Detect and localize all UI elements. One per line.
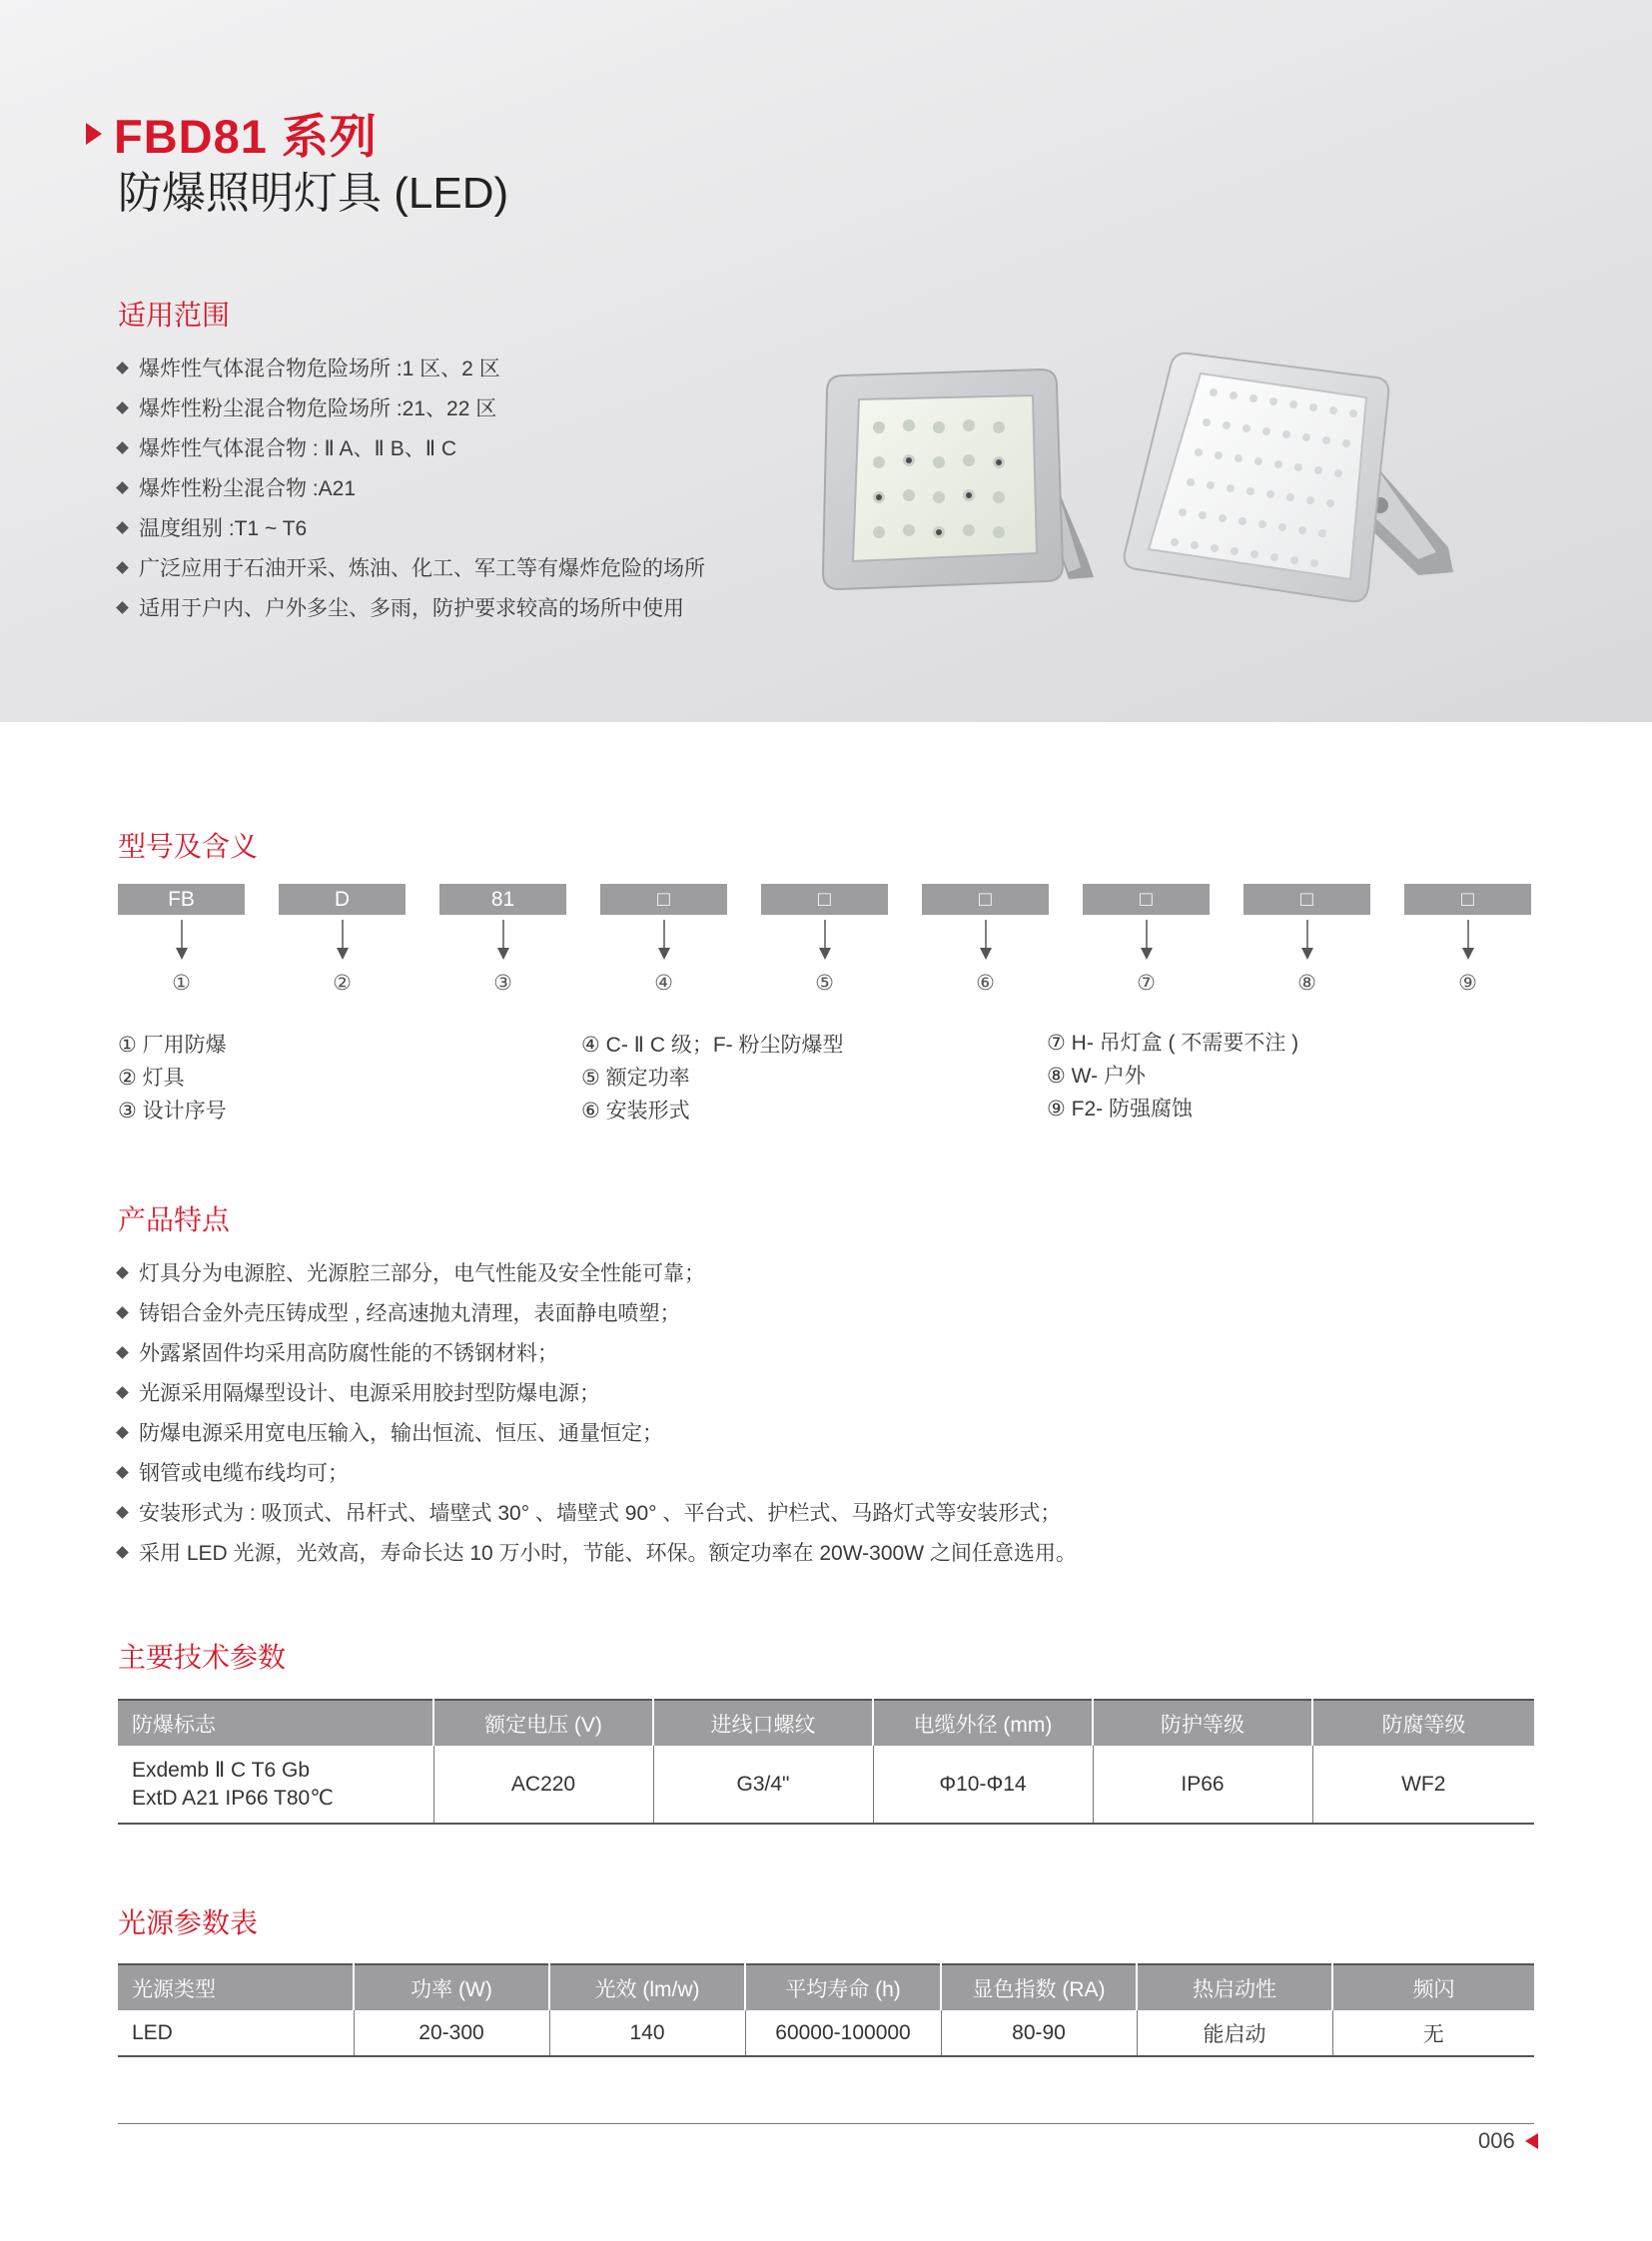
code-box: □ bbox=[922, 884, 1049, 915]
code-box: □ bbox=[600, 884, 727, 915]
code-box: □ bbox=[1243, 884, 1370, 915]
arrow-down-icon bbox=[493, 920, 513, 960]
features-list bbox=[118, 1252, 1077, 1572]
list-item: 防爆电源采用宽电压输入，输出恒流、恒压、通量恒定； bbox=[118, 1412, 1077, 1452]
table-cell: 80-90 bbox=[941, 2010, 1137, 2056]
list-item: 铸铝合金外壳压铸成型 , 经高速抛丸清理，表面静电喷塑； bbox=[118, 1292, 1077, 1332]
list-item: 外露紧固件均采用高防腐性能的不锈钢材料； bbox=[118, 1332, 1077, 1372]
table-cell: G3/4" bbox=[653, 1746, 873, 1824]
column-header: 光源类型 bbox=[118, 1964, 354, 2010]
arrow-down-icon bbox=[1137, 920, 1157, 960]
scope-list bbox=[118, 348, 705, 627]
lamp-image-small bbox=[819, 368, 1099, 599]
code-number: ⑦ bbox=[1137, 972, 1156, 995]
features-heading: 产品特点 bbox=[118, 1204, 231, 1235]
column-header: 进线口螺纹 bbox=[653, 1700, 873, 1746]
red-triangle-left-icon bbox=[1525, 2133, 1538, 2149]
diamond-bullet-icon bbox=[116, 601, 129, 614]
list-item: 温度组别 :T1 ~ T6 bbox=[118, 507, 705, 547]
code-box: FB bbox=[118, 884, 245, 915]
code-number: ② bbox=[333, 972, 352, 995]
table-cell: Exdemb Ⅱ C T6 Gb ExtD A21 IP66 T80℃ bbox=[132, 1758, 334, 1810]
list-item: 爆炸性粉尘混合物危险场所 :21、22 区 bbox=[118, 387, 705, 427]
meaning-item: ② 灯具 bbox=[118, 1067, 185, 1090]
code-number: ⑥ bbox=[976, 972, 995, 995]
diamond-bullet-icon bbox=[116, 1506, 129, 1519]
meaning-item: ⑦ H- 吊灯盒 ( 不需要不注 ) bbox=[1047, 1032, 1299, 1055]
list-item: 爆炸性粉尘混合物 :A21 bbox=[118, 467, 705, 507]
arrow-down-icon bbox=[976, 920, 996, 960]
meaning-item: ④ C- Ⅱ C 级；F- 粉尘防爆型 bbox=[581, 1034, 844, 1057]
diamond-bullet-icon bbox=[116, 401, 129, 414]
column-header: 频闪 bbox=[1332, 1964, 1534, 2010]
column-header: 热启动性 bbox=[1137, 1964, 1332, 2010]
code-number: ① bbox=[172, 972, 191, 995]
table-header-row bbox=[118, 1700, 1534, 1746]
meaning-column-1 bbox=[118, 1029, 227, 1127]
diamond-bullet-icon bbox=[116, 1346, 129, 1359]
list-item: 光源采用隔爆型设计、电源采用胶封型防爆电源； bbox=[118, 1372, 1077, 1412]
page-number: 006 bbox=[1478, 2128, 1538, 2154]
table-cell: 无 bbox=[1332, 2010, 1534, 2056]
table-cell: 60000-100000 bbox=[745, 2010, 941, 2056]
meaning-item: ① 厂用防爆 bbox=[118, 1034, 227, 1057]
code-number: ③ bbox=[493, 972, 512, 995]
list-item: 采用 LED 光源，光效高，寿命长达 10 万小时，节能、环保。额定功率在 20W-300W 之间任意选用。 bbox=[118, 1532, 1077, 1572]
arrow-down-icon bbox=[1297, 920, 1317, 960]
arrow-down-icon bbox=[654, 920, 674, 960]
code-number: ⑤ bbox=[815, 972, 834, 995]
diamond-bullet-icon bbox=[116, 1386, 129, 1399]
diamond-bullet-icon bbox=[116, 521, 129, 534]
list-item: 安装形式为 : 吸顶式、吊杆式、墙壁式 30° 、墙壁式 90° 、平台式、护栏式、马路灯式等安装形式； bbox=[118, 1492, 1077, 1532]
arrow-down-icon bbox=[815, 920, 835, 960]
table-cell: AC220 bbox=[433, 1746, 653, 1824]
meaning-item: ⑧ W- 户外 bbox=[1047, 1065, 1146, 1088]
red-triangle-icon bbox=[86, 123, 102, 145]
list-item: 灯具分为电源腔、光源腔三部分，电气性能及安全性能可靠； bbox=[118, 1252, 1077, 1292]
column-header: 额定电压 (V) bbox=[433, 1700, 653, 1746]
series-title: FBD81 系列 bbox=[114, 110, 378, 163]
table-header-row bbox=[118, 1964, 1534, 2010]
tech-params-table bbox=[118, 1699, 1534, 1825]
column-header: 防爆标志 bbox=[118, 1700, 433, 1746]
diamond-bullet-icon bbox=[116, 1426, 129, 1439]
table-cell: 能启动 bbox=[1137, 2010, 1332, 2056]
column-header: 电缆外径 (mm) bbox=[873, 1700, 1093, 1746]
arrow-down-icon bbox=[1458, 920, 1478, 960]
code-number: ⑨ bbox=[1458, 972, 1477, 995]
footer-divider bbox=[118, 2123, 1534, 2124]
scope-heading: 适用范围 bbox=[118, 300, 231, 331]
table-cell: 140 bbox=[549, 2010, 745, 2056]
arrow-down-icon bbox=[333, 920, 353, 960]
table-cell: Φ10-Φ14 bbox=[873, 1746, 1093, 1824]
light-params-heading: 光源参数表 bbox=[118, 1907, 259, 1938]
code-number: ④ bbox=[654, 972, 673, 995]
code-box: □ bbox=[1404, 884, 1531, 915]
meaning-item: ③ 设计序号 bbox=[118, 1100, 227, 1122]
list-item: 广泛应用于石油开采、炼油、化工、军工等有爆炸危险的场所 bbox=[118, 547, 705, 587]
meaning-item: ⑨ F2- 防强腐蚀 bbox=[1047, 1098, 1193, 1120]
diamond-bullet-icon bbox=[116, 1306, 129, 1319]
light-params-table bbox=[118, 1963, 1534, 2057]
column-header: 显色指数 (RA) bbox=[941, 1964, 1137, 2010]
diamond-bullet-icon bbox=[116, 561, 129, 574]
column-header: 平均寿命 (h) bbox=[745, 1964, 941, 2010]
meaning-item: ⑤ 额定功率 bbox=[581, 1067, 690, 1090]
code-number: ⑧ bbox=[1297, 972, 1316, 995]
diamond-bullet-icon bbox=[116, 1466, 129, 1479]
diamond-bullet-icon bbox=[116, 441, 129, 454]
table-row bbox=[118, 2010, 1534, 2056]
column-header: 光效 (lm/w) bbox=[549, 1964, 745, 2010]
table-cell: 20-300 bbox=[354, 2010, 549, 2056]
diamond-bullet-icon bbox=[116, 1266, 129, 1279]
model-heading: 型号及含义 bbox=[118, 831, 259, 862]
list-item: 适用于户内、户外多尘、多雨，防护要求较高的场所中使用 bbox=[118, 587, 705, 627]
list-item: 钢管或电缆布线均可； bbox=[118, 1452, 1077, 1492]
list-item: 爆炸性气体混合物 : Ⅱ A、Ⅱ B、Ⅱ C bbox=[118, 427, 705, 467]
lamp-image-large bbox=[1119, 348, 1458, 617]
arrow-down-icon bbox=[172, 920, 192, 960]
table-cell: LED bbox=[132, 2020, 173, 2044]
diamond-bullet-icon bbox=[116, 362, 129, 374]
code-box: □ bbox=[1083, 884, 1210, 915]
table-cell: IP66 bbox=[1093, 1746, 1312, 1824]
tech-params-heading: 主要技术参数 bbox=[118, 1642, 287, 1673]
list-item: 爆炸性气体混合物危险场所 :1 区、2 区 bbox=[118, 348, 705, 387]
code-box: 81 bbox=[439, 884, 566, 915]
table-cell: WF2 bbox=[1312, 1746, 1534, 1824]
code-box: D bbox=[279, 884, 406, 915]
meaning-column-3 bbox=[1047, 1027, 1298, 1125]
meaning-item: ⑥ 安装形式 bbox=[581, 1100, 690, 1122]
meaning-column-2 bbox=[581, 1029, 843, 1127]
table-row bbox=[118, 1746, 1534, 1824]
diamond-bullet-icon bbox=[116, 1546, 129, 1559]
code-box: □ bbox=[761, 884, 888, 915]
column-header: 防护等级 bbox=[1093, 1700, 1312, 1746]
column-header: 防腐等级 bbox=[1312, 1700, 1534, 1746]
product-subtitle: 防爆照明灯具 (LED) bbox=[118, 169, 509, 218]
column-header: 功率 (W) bbox=[354, 1964, 549, 2010]
diamond-bullet-icon bbox=[116, 481, 129, 494]
